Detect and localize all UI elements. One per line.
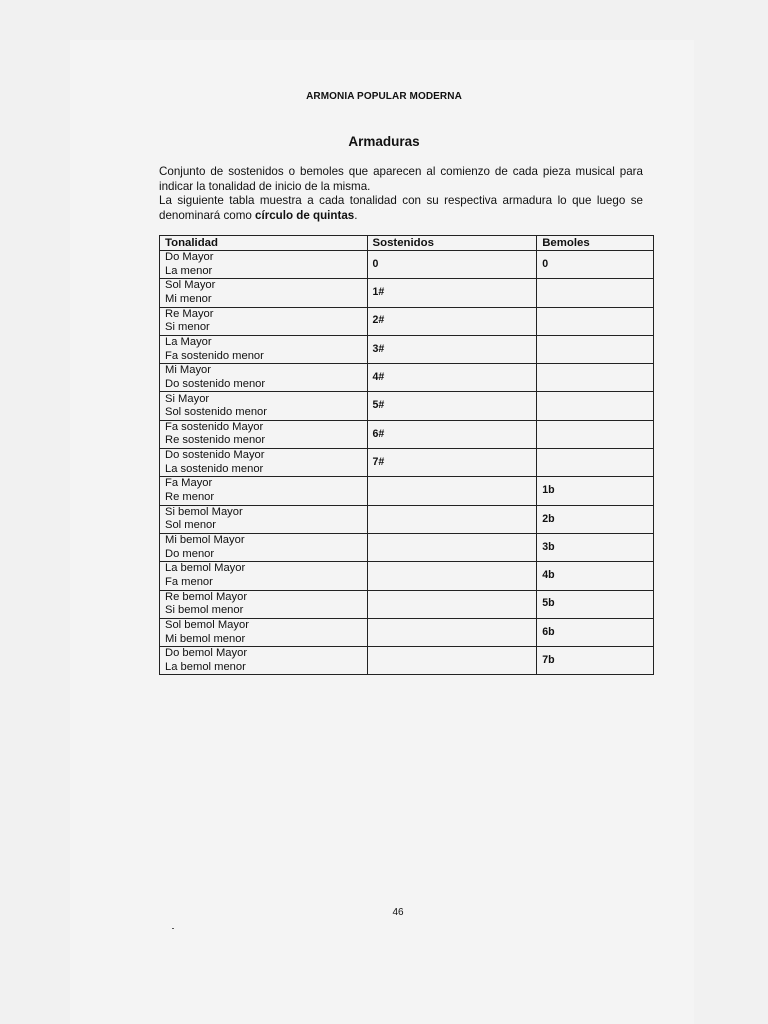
- page-number: 46: [392, 907, 404, 918]
- flats-cell: 4b: [537, 562, 654, 590]
- key-signatures-table: [159, 235, 654, 675]
- flats-cell: [537, 364, 654, 392]
- table-row: [160, 590, 654, 618]
- sharps-cell: 2#: [367, 307, 537, 335]
- table-row: [160, 307, 654, 335]
- flats-cell: [537, 392, 654, 420]
- major-key: Mi Mayor: [165, 364, 211, 377]
- flats-cell: [537, 307, 654, 335]
- scan-speck: [172, 928, 174, 929]
- table-row: [160, 647, 654, 675]
- tonality-cell: [160, 477, 368, 505]
- major-key: Sol bemol Mayor: [165, 618, 249, 631]
- table-row: [160, 562, 654, 590]
- relative-minor-key: La bemol menor: [165, 660, 246, 673]
- sharps-cell: [367, 590, 537, 618]
- relative-minor-key: Si menor: [165, 321, 210, 334]
- major-key: Do Mayor: [165, 251, 214, 264]
- flats-cell: [537, 335, 654, 363]
- flats-cell: [537, 449, 654, 477]
- major-key: Re Mayor: [165, 307, 214, 320]
- intro-line-4-post: .: [354, 208, 358, 222]
- major-key: La bemol Mayor: [165, 562, 246, 575]
- table-row: [160, 364, 654, 392]
- relative-minor-key: La sostenido menor: [165, 462, 264, 475]
- major-key: Sol Mayor: [165, 279, 216, 292]
- header-bemoles: Bemoles: [537, 236, 654, 251]
- major-key: Fa sostenido Mayor: [165, 420, 264, 433]
- tonality-cell: [160, 505, 368, 533]
- sharps-cell: 0: [367, 251, 537, 279]
- flats-cell: 6b: [537, 618, 654, 646]
- tonality-cell: [160, 335, 368, 363]
- sharps-cell: [367, 505, 537, 533]
- relative-minor-key: Mi menor: [165, 292, 212, 305]
- table-row: [160, 618, 654, 646]
- intro-line-2: indicar la tonalidad de inicio de la misma.: [159, 179, 371, 193]
- table-row: [160, 449, 654, 477]
- relative-minor-key: Sol sostenido menor: [165, 406, 267, 419]
- flats-cell: 5b: [537, 590, 654, 618]
- table-row: [160, 533, 654, 561]
- table-row: [160, 279, 654, 307]
- tonality-cell: [160, 251, 368, 279]
- header-tonalidad: Tonalidad: [160, 236, 368, 251]
- flats-cell: 3b: [537, 533, 654, 561]
- major-key: Fa Mayor: [165, 477, 213, 490]
- major-key: Do bemol Mayor: [165, 647, 248, 660]
- relative-minor-key: Fa menor: [165, 575, 213, 588]
- table-row: [160, 420, 654, 448]
- major-key: Re bemol Mayor: [165, 590, 248, 603]
- relative-minor-key: Do menor: [165, 547, 215, 560]
- flats-cell: 7b: [537, 647, 654, 675]
- circle-of-fifths-term: círculo de quintas: [255, 208, 355, 222]
- table-header-row: [160, 236, 654, 251]
- relative-minor-key: Sol menor: [165, 519, 216, 532]
- intro-line-3: La siguiente tabla muestra a cada tonalidad con su respectiva armadura lo que luego se: [159, 194, 643, 207]
- tonality-cell: [160, 562, 368, 590]
- sharps-cell: [367, 533, 537, 561]
- table-row: [160, 477, 654, 505]
- running-header: ARMONIA POPULAR MODERNA: [306, 91, 462, 102]
- table-row: [160, 335, 654, 363]
- sharps-cell: 5#: [367, 392, 537, 420]
- intro-line-1: Conjunto de sostenidos o bemoles que aparecen al comienzo de cada pieza musical para: [159, 165, 643, 178]
- intro-line-4: [159, 209, 643, 224]
- sharps-cell: [367, 618, 537, 646]
- table-row: [160, 251, 654, 279]
- tonality-cell: [160, 279, 368, 307]
- relative-minor-key: Fa sostenido menor: [165, 349, 264, 362]
- flats-cell: 0: [537, 251, 654, 279]
- table-row: [160, 505, 654, 533]
- flats-cell: [537, 420, 654, 448]
- major-key: Si bemol Mayor: [165, 505, 243, 518]
- sharps-cell: 6#: [367, 420, 537, 448]
- section-title: Armaduras: [348, 134, 420, 149]
- sharps-cell: 3#: [367, 335, 537, 363]
- relative-minor-key: Do sostenido menor: [165, 377, 266, 390]
- flats-cell: [537, 279, 654, 307]
- relative-minor-key: Re sostenido menor: [165, 434, 266, 447]
- sharps-cell: [367, 647, 537, 675]
- flats-cell: 2b: [537, 505, 654, 533]
- header-sostenidos: Sostenidos: [367, 236, 537, 251]
- table-row: [160, 392, 654, 420]
- relative-minor-key: Re menor: [165, 491, 215, 504]
- tonality-cell: [160, 647, 368, 675]
- tonality-cell: [160, 590, 368, 618]
- sharps-cell: 1#: [367, 279, 537, 307]
- tonality-cell: [160, 533, 368, 561]
- intro-paragraph: [159, 165, 643, 223]
- flats-cell: 1b: [537, 477, 654, 505]
- sharps-cell: [367, 477, 537, 505]
- sharps-cell: 4#: [367, 364, 537, 392]
- relative-minor-key: Mi bemol menor: [165, 632, 246, 645]
- major-key: Mi bemol Mayor: [165, 534, 245, 547]
- sharps-cell: 7#: [367, 449, 537, 477]
- tonality-cell: [160, 618, 368, 646]
- tonality-cell: [160, 449, 368, 477]
- major-key: Do sostenido Mayor: [165, 449, 265, 462]
- relative-minor-key: Si bemol menor: [165, 604, 244, 617]
- relative-minor-key: La menor: [165, 264, 213, 277]
- tonality-cell: [160, 364, 368, 392]
- tonality-cell: [160, 420, 368, 448]
- major-key: La Mayor: [165, 335, 212, 348]
- sharps-cell: [367, 562, 537, 590]
- major-key: Si Mayor: [165, 392, 210, 405]
- tonality-cell: [160, 307, 368, 335]
- tonality-cell: [160, 392, 368, 420]
- intro-line-4-pre: denominará como: [159, 208, 256, 222]
